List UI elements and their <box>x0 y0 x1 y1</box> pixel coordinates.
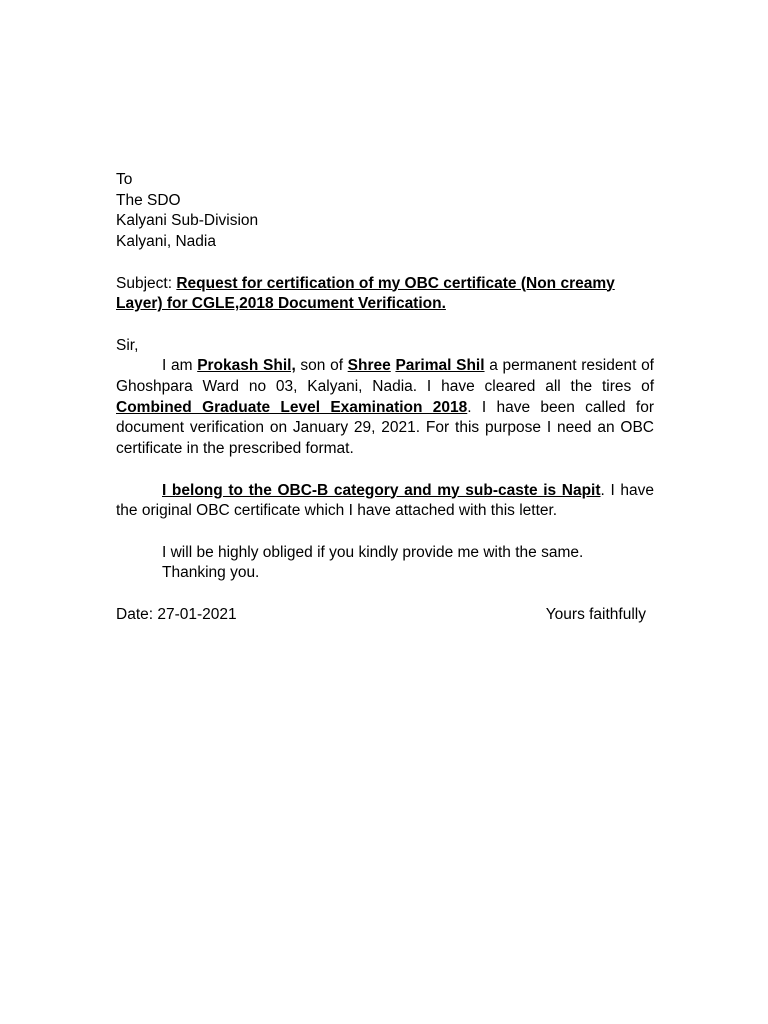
salutation: Sir, <box>116 336 139 354</box>
paragraph-1 <box>116 356 654 460</box>
letter-page <box>116 170 654 625</box>
subject-label: Subject: <box>116 274 173 292</box>
paragraph-2 <box>116 481 654 522</box>
para1-text-2: son of <box>295 357 348 375</box>
address-recipient: The SDO <box>116 191 181 209</box>
thanking-line: Thanking you. <box>162 564 260 582</box>
address-block <box>116 170 654 253</box>
subject-line <box>116 274 636 315</box>
father-name: Parimal Shil <box>395 357 485 375</box>
exam-name: Combined Graduate Level Examination 2018 <box>116 398 468 416</box>
address-to: To <box>116 171 133 188</box>
closing-phrase: Yours faithfully <box>545 605 646 623</box>
applicant-name: Prokash Shil, <box>197 357 296 375</box>
para1-text-1: I am <box>162 357 198 375</box>
address-office: Kalyani Sub-Division <box>116 212 259 230</box>
honorific: Shree <box>347 357 391 375</box>
para1-text-5: . I have been called for document verification on January 29, 2021. For this purpose I need an OBC certificate in the prescribed format. <box>116 398 655 458</box>
subject-text: Request for certification of my OBC certificate (Non creamy Layer) for CGLE,2018 Document Verification. <box>116 274 615 313</box>
letter-date: Date: 27-01-2021 <box>116 605 237 623</box>
category-statement: I belong to the OBC-B category and my sub-caste is Napit <box>162 481 601 499</box>
letter-footer <box>116 605 646 626</box>
para2-text: . I have the original OBC certificate which I have attached with this letter. <box>116 481 654 520</box>
obliged-line: I will be highly obliged if you kindly provide me with the same. <box>162 543 584 561</box>
para1-text-4: a permanent resident of Ghoshpara Ward no 03, Kalyani, Nadia. I have cleared all the tires of <box>116 357 654 395</box>
address-place: Kalyani, Nadia <box>116 233 216 251</box>
